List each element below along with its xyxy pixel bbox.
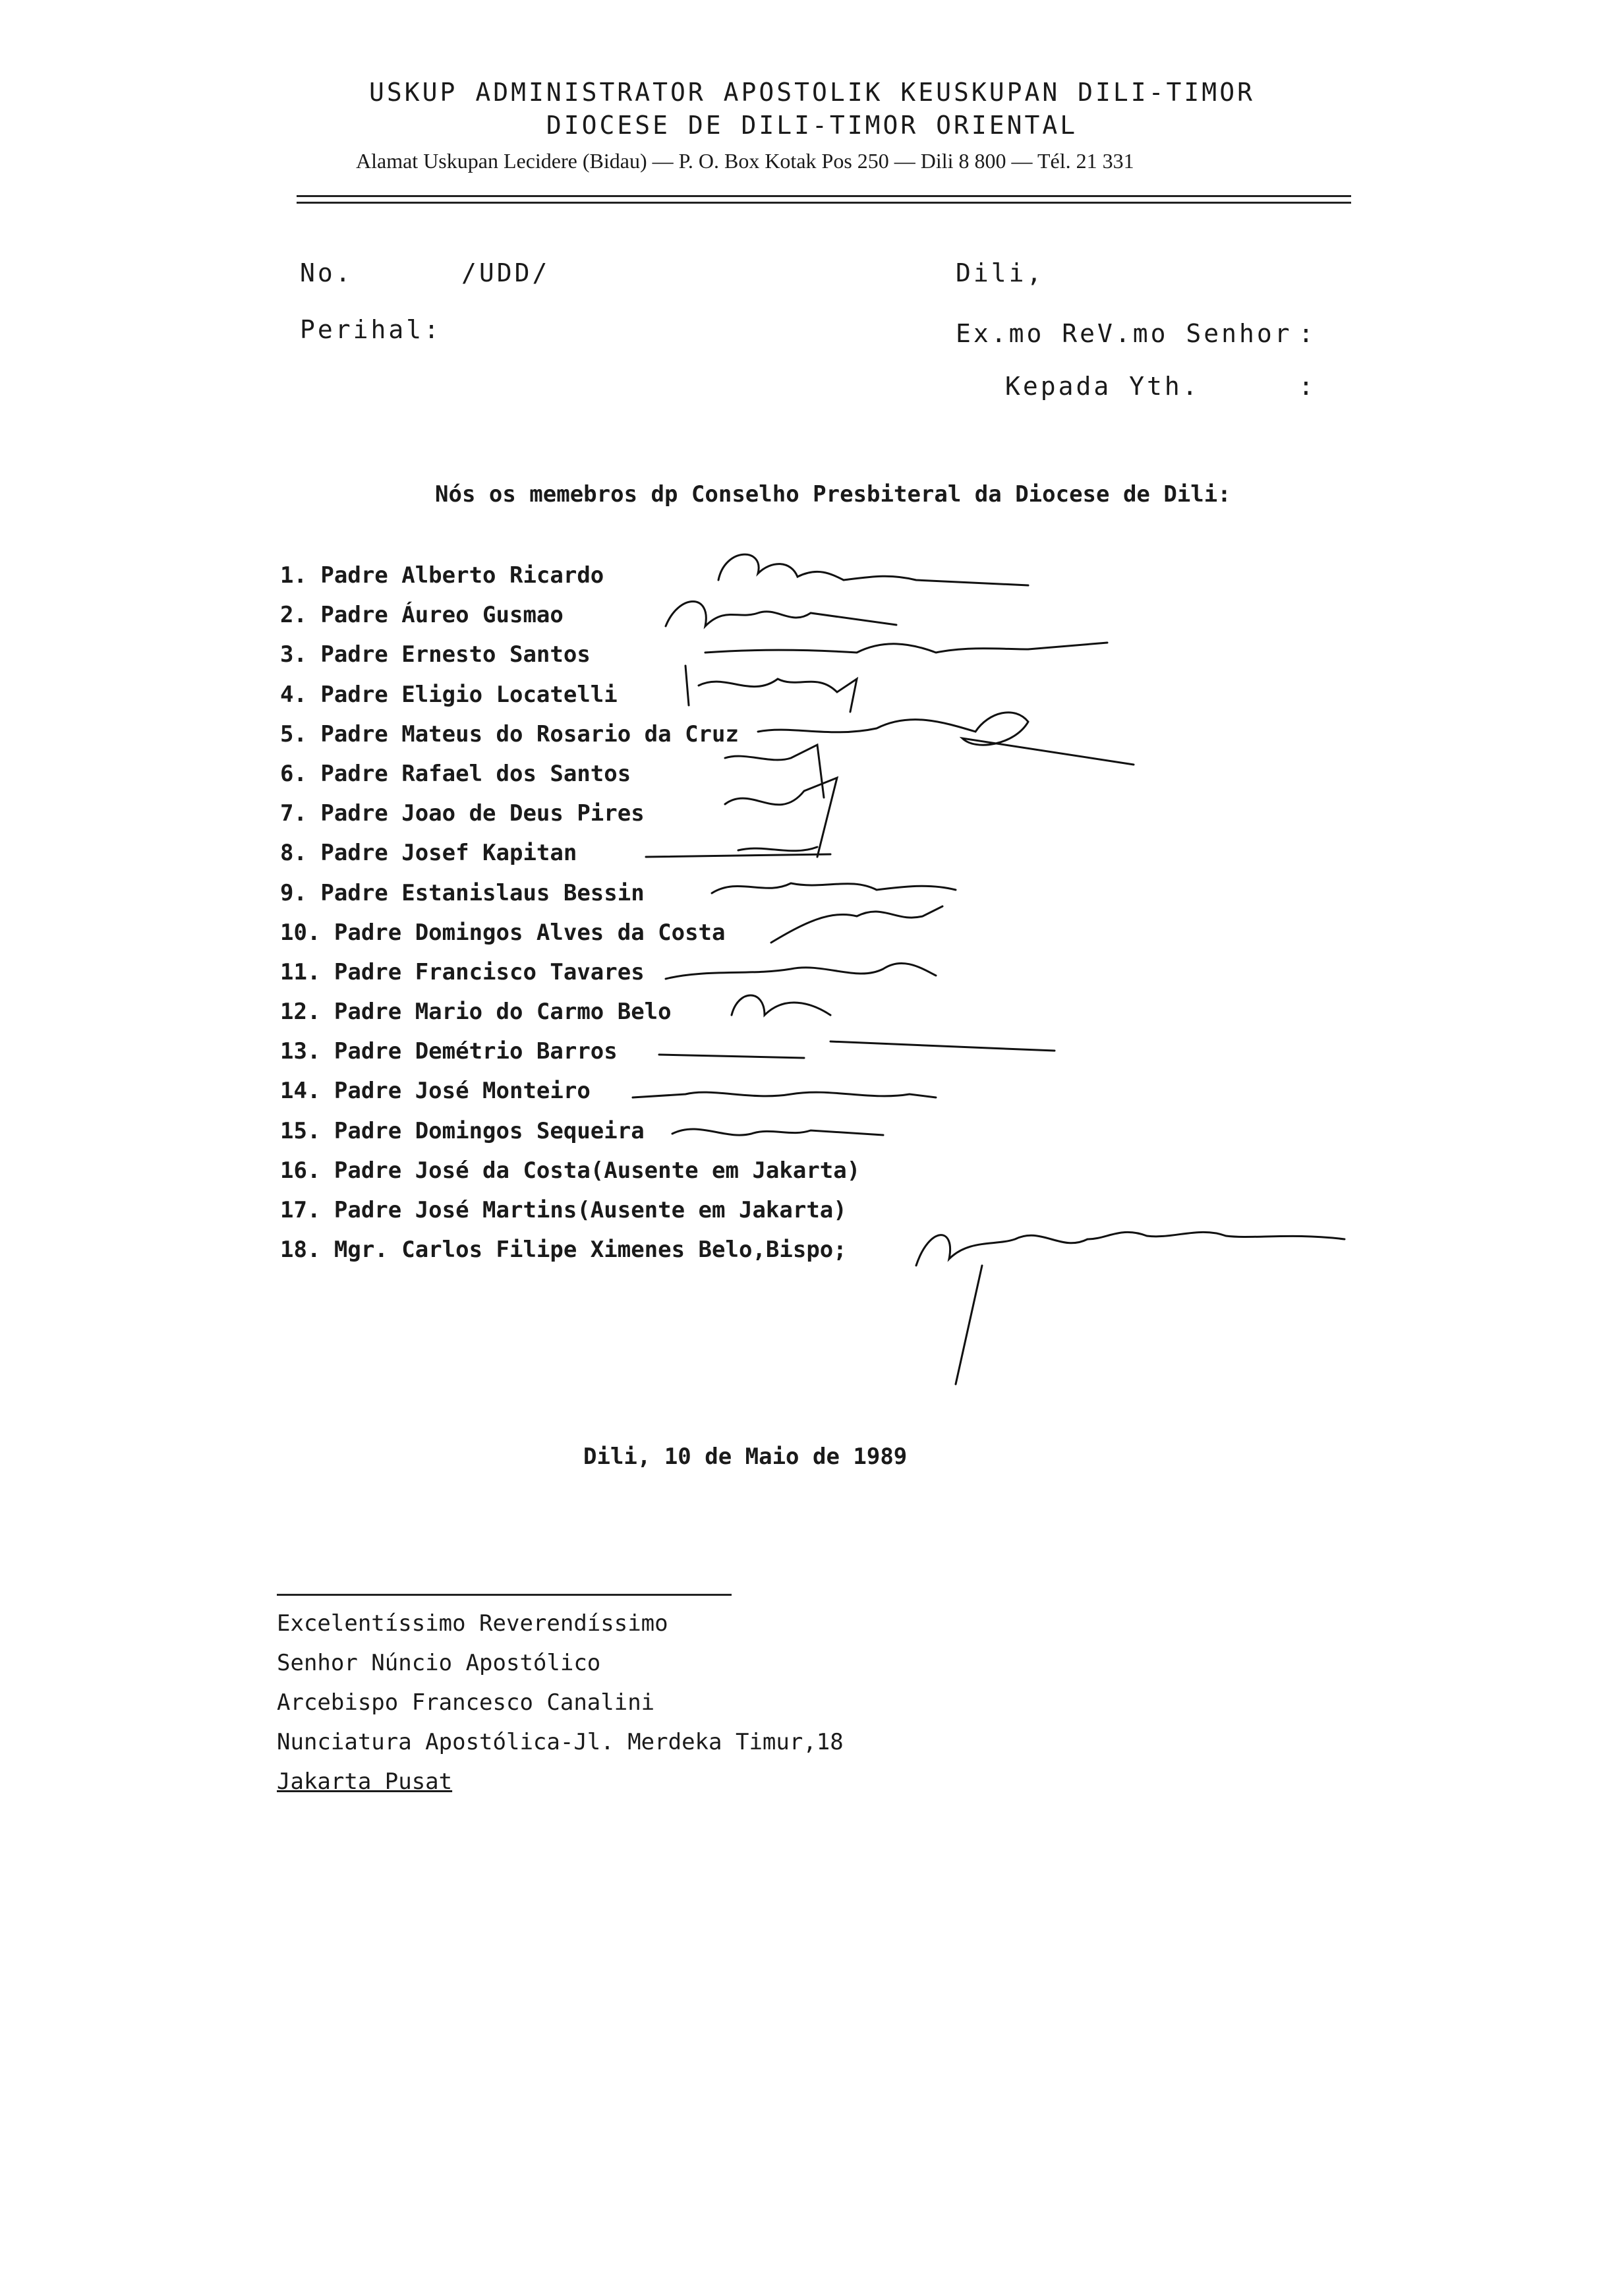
member-item: 17. Padre José Martins(Ausente em Jakarta) [280, 1197, 847, 1223]
letterhead-subtitle: DIOCESE DE DILI-TIMOR ORIENTAL [546, 111, 1078, 140]
member-item: 13. Padre Demétrio Barros [280, 1038, 618, 1065]
address-line: Nunciatura Apostólica-Jl. Merdeka Timur,18 [277, 1729, 844, 1755]
signature-bishop [916, 1232, 1345, 1384]
member-item: 11. Padre Francisco Tavares [280, 958, 645, 985]
member-item: 3. Padre Ernesto Santos [280, 641, 591, 668]
address-city: Jakarta Pusat [277, 1768, 453, 1795]
member-item: 9. Padre Estanislaus Bessin [280, 879, 645, 906]
member-item: 7. Padre Joao de Deus Pires [280, 800, 645, 827]
perihal-label: Perihal: [300, 315, 442, 344]
member-item: 4. Padre Eligio Locatelli [280, 681, 618, 708]
member-item: 15. Padre Domingos Sequeira [280, 1117, 645, 1144]
salutation: Ex.mo ReV.mo Senhor [956, 319, 1292, 348]
member-item: 2. Padre Áureo Gusmao [280, 602, 564, 629]
address-line: Senhor Núncio Apostólico [277, 1650, 601, 1676]
no-value: /UDD/ [461, 258, 550, 287]
address-line: Arcebispo Francesco Canalini [277, 1689, 655, 1716]
salutation-colon: : [1298, 319, 1316, 348]
member-list [280, 559, 860, 1273]
letterhead-rule-bottom [297, 202, 1351, 204]
address-block [277, 1607, 844, 1805]
member-item: 16. Padre José da Costa(Ausente em Jakarta) [280, 1157, 861, 1184]
kepada-label: Kepada Yth. [1005, 372, 1200, 401]
kepada-colon: : [1298, 372, 1316, 401]
member-item: 18. Mgr. Carlos Filipe Ximenes Belo,Bispo; [280, 1237, 847, 1264]
date-line: Dili, 10 de Maio de 1989 [583, 1444, 908, 1470]
member-item: 8. Padre Josef Kapitan [280, 840, 577, 867]
member-item: 10. Padre Domingos Alves da Costa [280, 919, 726, 946]
member-item: 6. Padre Rafael dos Santos [280, 760, 631, 787]
member-item: 5. Padre Mateus do Rosario da Cruz [280, 720, 739, 747]
letterhead-title: USKUP ADMINISTRATOR APOSTOLIK KEUSKUPAN DILI-TIMOR [369, 78, 1255, 107]
member-item: 1. Padre Alberto Ricardo [280, 562, 604, 589]
address-line-city [277, 1765, 844, 1805]
member-item: 12. Padre Mario do Carmo Belo [280, 999, 672, 1026]
member-item: 14. Padre José Monteiro [280, 1078, 591, 1105]
intro-line: Nós os memebros dp Conselho Presbiteral da Diocese de Dili: [435, 481, 1231, 508]
no-label: No. [300, 258, 353, 287]
address-rule [277, 1594, 732, 1596]
address-line: Excelentíssimo Reverendíssimo [277, 1610, 668, 1637]
letterhead-rule-top [297, 195, 1351, 197]
letterhead-address: Alamat Uskupan Lecidere (Bidau) — P. O. Box Kotak Pos 250 — Dili 8 800 — Tél. 21 331 [356, 149, 1134, 173]
place-label: Dili, [956, 258, 1045, 287]
